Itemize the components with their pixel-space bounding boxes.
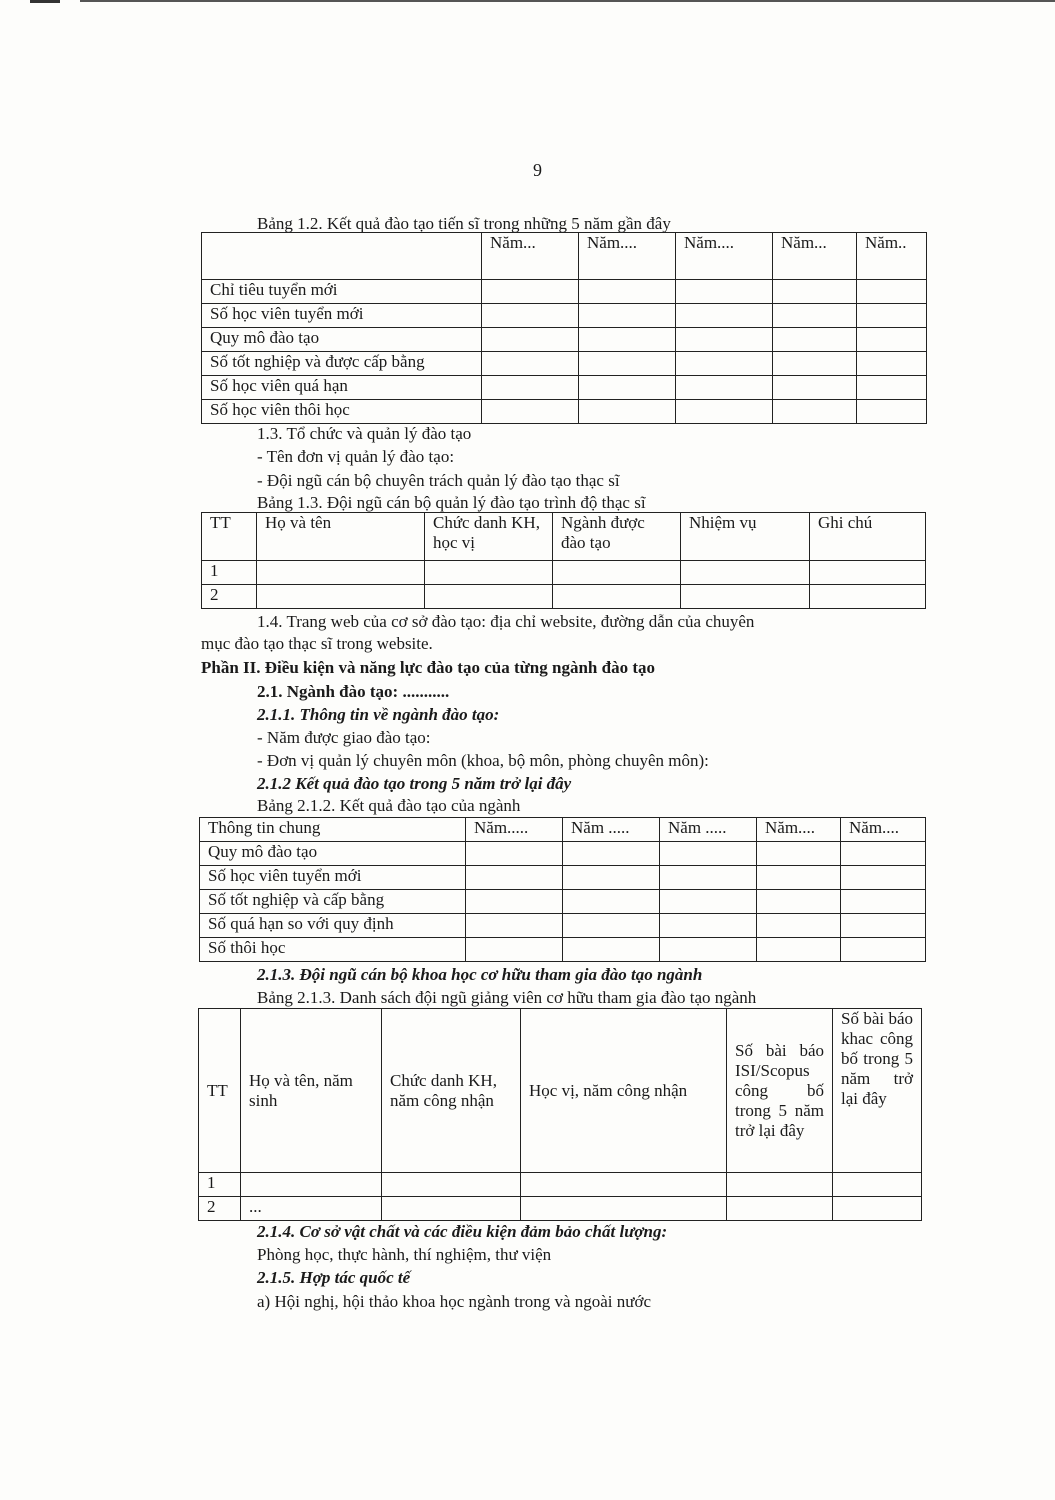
table-header-cell: Năm...	[482, 233, 579, 280]
table-header-cell: Họ và tên	[257, 513, 425, 561]
table-row	[202, 585, 926, 609]
text-line: 1.4. Trang web của cơ sở đào tạo: địa chỉ website, đường dẫn của chuyên	[257, 612, 755, 631]
table-row	[202, 352, 927, 376]
table-row	[200, 890, 926, 914]
table-header-cell: Năm...	[773, 233, 857, 280]
table-header-cell: Năm..	[857, 233, 927, 280]
row-label: Số học viên tuyển mới	[202, 304, 482, 328]
table-1-3	[201, 512, 926, 609]
row-number: 2	[202, 585, 257, 609]
table-header-cell: Số bài báo ISI/Scopus công bố trong 5 năm trở lại đây	[727, 1009, 833, 1173]
table-1-3-caption: Bảng 1.3. Đội ngũ cán bộ quản lý đào tạo trình độ thạc sĩ	[257, 493, 646, 512]
text-line: - Đội ngũ cán bộ chuyên trách quản lý đào tạo thạc sĩ	[257, 471, 620, 490]
row-number: 2	[199, 1197, 241, 1221]
table-row	[202, 304, 927, 328]
table-header-cell: Năm....	[579, 233, 676, 280]
row-label: Số tốt nghiệp và được cấp bằng	[202, 352, 482, 376]
table-header-cell: Năm .....	[563, 818, 660, 842]
table-header-cell: Ngành được đào tạo	[553, 513, 681, 561]
table-header-cell: Chức danh KH, năm công nhận	[382, 1009, 521, 1173]
table-header-cell	[202, 233, 482, 280]
row-label: Chỉ tiêu tuyển mới	[202, 280, 482, 304]
table-header-cell: Chức danh KH, học vị	[425, 513, 553, 561]
table-row	[202, 376, 927, 400]
table-1-2-caption: Bảng 1.2. Kết quả đào tạo tiến sĩ trong những 5 năm gần đây	[257, 214, 671, 233]
page-number: 9	[533, 160, 542, 180]
table-row	[200, 866, 926, 890]
row-label: Số tốt nghiệp và cấp bằng	[200, 890, 466, 914]
row-number: 1	[202, 561, 257, 585]
table-row	[199, 1197, 922, 1221]
row-label: Số học viên quá hạn	[202, 376, 482, 400]
row-label: Quy mô đào tạo	[200, 842, 466, 866]
table-1-2	[201, 232, 927, 424]
table-header-cell: Số bài báo khac công bố trong 5 năm trở lại đây	[833, 1009, 922, 1173]
table-header-cell: Học vị, năm công nhận	[521, 1009, 727, 1173]
table-header-cell: Năm.....	[466, 818, 563, 842]
table-header-cell: Ghi chú	[810, 513, 926, 561]
row-name: ...	[241, 1197, 382, 1221]
row-label: Số thôi học	[200, 938, 466, 962]
table-header-cell: TT	[199, 1009, 241, 1173]
table-row	[200, 938, 926, 962]
section-2-1-5-heading: 2.1.5. Hợp tác quốc tế	[257, 1268, 411, 1287]
table-header-cell: Năm....	[676, 233, 773, 280]
part-2-title: Phần II. Điều kiện và năng lực đào tạo của từng ngành đào tạo	[201, 658, 655, 677]
table-row	[200, 914, 926, 938]
row-label: Số học viên tuyển mới	[200, 866, 466, 890]
table-row	[202, 400, 927, 424]
table-row	[202, 328, 927, 352]
text-line: a) Hội nghị, hội thảo khoa học ngành trong và ngoài nước	[257, 1292, 652, 1311]
table-2-1-3	[198, 1008, 922, 1221]
section-2-1-2-heading: 2.1.2 Kết quả đào tạo trong 5 năm trở lại đây	[257, 774, 572, 793]
row-label: Quy mô đào tạo	[202, 328, 482, 352]
row-label: Số học viên thôi học	[202, 400, 482, 424]
row-number: 1	[199, 1173, 241, 1197]
table-header-cell: Nhiệm vụ	[681, 513, 810, 561]
table-row	[199, 1173, 922, 1197]
section-2-1-3-heading: 2.1.3. Đội ngũ cán bộ khoa học cơ hữu tham gia đào tạo ngành	[257, 965, 703, 984]
table-header-cell: Thông tin chung	[200, 818, 466, 842]
text-line: Phòng học, thực hành, thí nghiệm, thư viện	[257, 1245, 552, 1264]
row-name	[241, 1173, 382, 1197]
table-header-cell: Năm....	[757, 818, 841, 842]
section-1-3-heading: 1.3. Tổ chức và quản lý đào tạo	[257, 424, 472, 443]
top-rule	[80, 0, 1055, 2]
text-line: mục đào tạo thạc sĩ trong website.	[201, 634, 433, 653]
table-2-1-2	[199, 817, 926, 962]
scan-mark	[30, 0, 60, 3]
row-label: Số quá hạn so với quy định	[200, 914, 466, 938]
section-2-1-1-heading: 2.1.1. Thông tin về ngành đào tạo:	[257, 705, 500, 724]
table-row	[202, 561, 926, 585]
text-line: - Đơn vị quản lý chuyên môn (khoa, bộ môn, phòng chuyên môn):	[257, 751, 709, 770]
table-header-cell: TT	[202, 513, 257, 561]
text-line: - Năm được giao đào tạo:	[257, 728, 431, 747]
text-line: - Tên đơn vị quản lý đào tạo:	[257, 447, 455, 466]
table-header-cell: Năm .....	[660, 818, 757, 842]
table-2-1-2-caption: Bảng 2.1.2. Kết quả đào tạo của ngành	[257, 796, 521, 815]
table-row	[200, 842, 926, 866]
section-2-1-4-heading: 2.1.4. Cơ sở vật chất và các điều kiện đảm bảo chất lượng:	[257, 1222, 668, 1241]
section-1-4-line1	[257, 612, 879, 632]
table-header-cell: Họ và tên, năm sinh	[241, 1009, 382, 1173]
section-2-1-heading: 2.1. Ngành đào tạo: ...........	[257, 682, 450, 701]
table-row	[202, 280, 927, 304]
table-header-cell: Năm....	[841, 818, 926, 842]
table-2-1-3-caption: Bảng 2.1.3. Danh sách đội ngũ giảng viên cơ hữu tham gia đào tạo ngành	[257, 988, 757, 1007]
